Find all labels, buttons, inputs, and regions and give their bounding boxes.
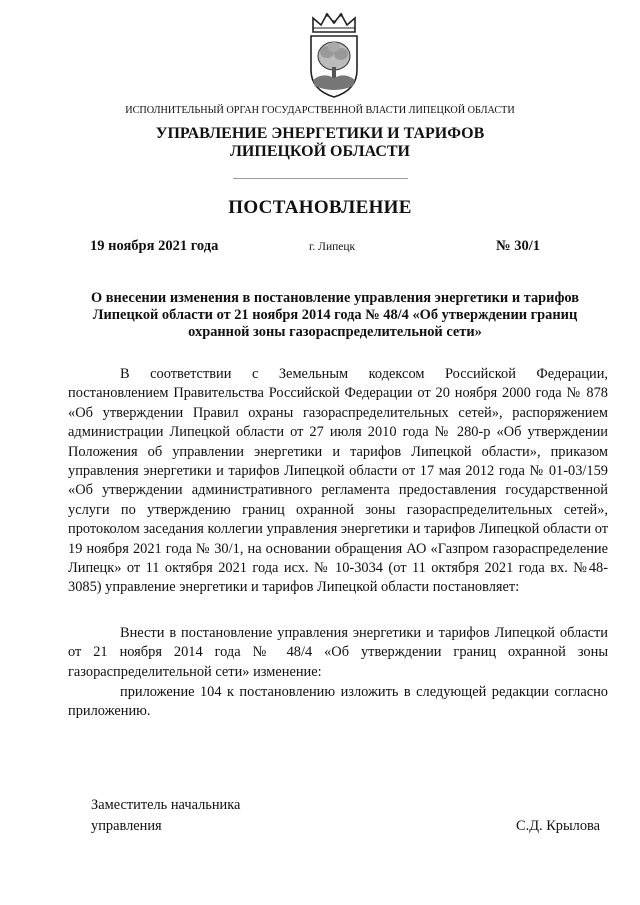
signatory-position-line1: Заместитель начальника: [91, 797, 241, 813]
signatory-name: С.Д. Крылова: [516, 818, 601, 834]
header-divider: [233, 178, 408, 179]
body-paragraph-amendment: приложение 104 к постановлению изложить в следующей редакции согласно приложению.: [68, 684, 608, 720]
body-paragraph-resolution: Внести в постановление управления энергетики и тарифов Липецкой области от 21 ноября 2014 года № 48/4 «Об утверждении границ охранной зоны газораспределительной сети» изменение:: [68, 625, 608, 680]
signatory-position-line2: управления: [91, 818, 162, 834]
document-date: 19 ноября 2021 года: [90, 238, 219, 254]
organization-name: [0, 125, 640, 161]
organization-name-line2: ЛИПЕЦКОЙ ОБЛАСТИ: [230, 143, 410, 160]
coat-of-arms-icon: [301, 12, 367, 100]
document-city: г. Липецк: [309, 241, 356, 253]
document-number: № 30/1: [496, 238, 540, 254]
body-paragraph-preamble: В соответствии с Земельным кодексом Российской Федерации, постановлением Правительства Российской Федерации от 20 ноября 2000 года № 878 «Об утверждении Правил охраны газораспределительных сетей», распоряжением администрации Липецкой области от 27 июля 2010 года № 280-р «Об утверждении Положения об управлении энергетики и тарифов Липецкой области», приказом управления энергетики и тарифов Липецкой области от 17 мая 2012 года № 01-03/159 «Об утверждении административного регламента предоставления государственной услуги по утверждению границ охранной зоны газораспределительных сетей», протоколом заседания коллегии управления энергетики и тарифов Липецкой области от 19 ноября 2021 года № 30/1, на основании обращения АО «Газпром газораспределение Липецк» от 11 октября 2021 года исх. № 10-3034 (от 11 октября 2021 года вх. №48-3085) управление энергетики и тарифов Липецкой области постановляет:: [68, 366, 608, 596]
organization-name-line1: УПРАВЛЕНИЕ ЭНЕРГЕТИКИ И ТАРИФОВ: [155, 125, 485, 142]
issuing-authority: ИСПОЛНИТЕЛЬНЫЙ ОРГАН ГОСУДАРСТВЕННОЙ ВЛАСТИ ЛИПЕЦКОЙ ОБЛАСТИ: [125, 105, 515, 116]
document-subject: О внесении изменения в постановление управления энергетики и тарифов Липецкой области от 21 ноября 2014 года № 48/4 «Об утверждении границ охранной зоны газораспределительной сети»: [90, 290, 580, 340]
document-type-title: ПОСТАНОВЛЕНИЕ: [228, 197, 412, 218]
